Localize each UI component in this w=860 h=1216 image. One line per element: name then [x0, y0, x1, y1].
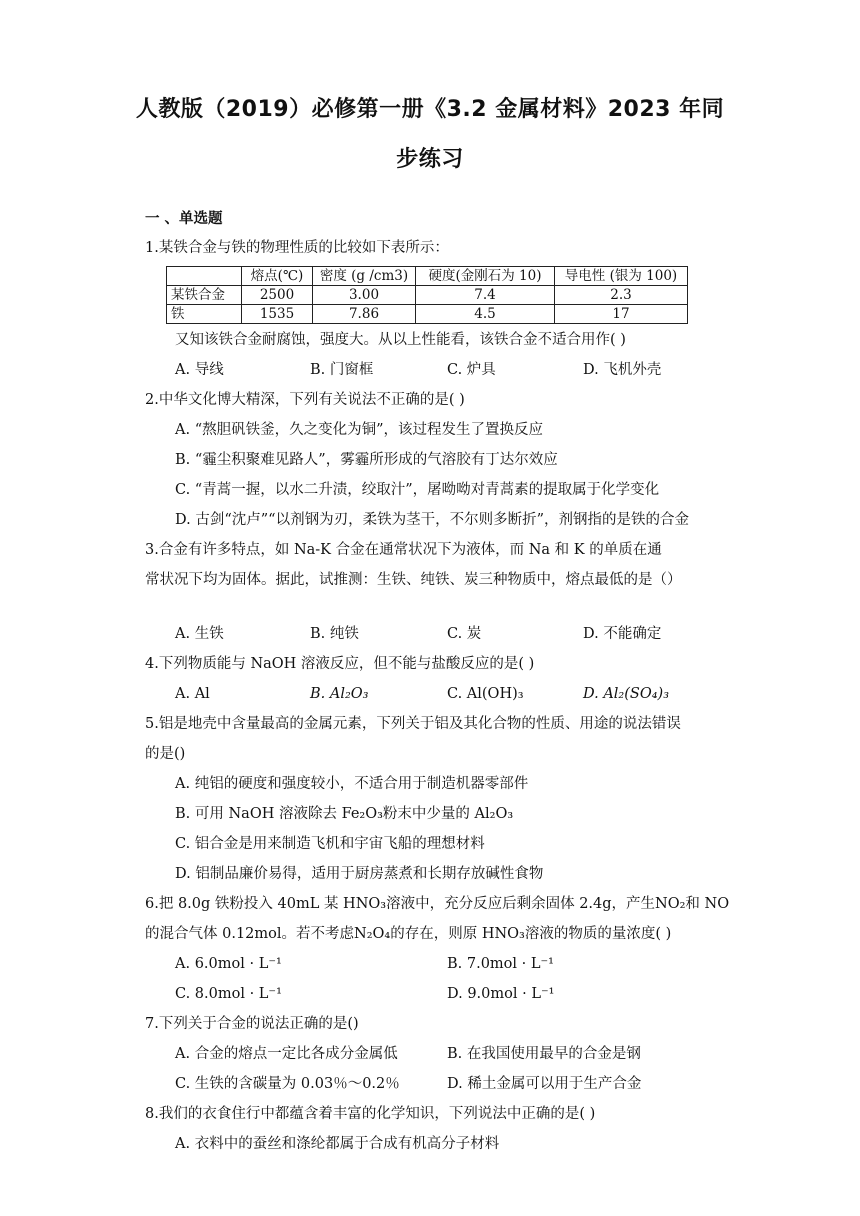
q1-option-a: A. 导线 — [175, 362, 224, 378]
q6-option-a: A. 6.0mol · L⁻¹ — [175, 956, 282, 972]
q3-option-b: B. 纯铁 — [310, 626, 359, 642]
q6-stem-line2: 的混合气体 0.12mol。若不考虑N₂O₄的存在，则原 HNO₃溶液的物质的量浓度( ) — [145, 926, 672, 942]
q2-stem: 2.中华文化博大精深，下列有关说法不正确的是( ) — [145, 392, 465, 408]
q7-option-d: D. 稀土金属可以用于生产合金 — [447, 1076, 642, 1092]
table-cell: 导电性 (银为 100) — [555, 267, 688, 286]
q3-option-c: C. 炭 — [447, 626, 482, 642]
q6-option-d: D. 9.0mol · L⁻¹ — [447, 986, 555, 1002]
q3-stem-line2: 常状况下均为固体。据此，试推测：生铁、纯铁、炭三种物质中，熔点最低的是（） — [145, 572, 682, 588]
doc-title-line2: 步练习 — [396, 147, 464, 172]
q2-option-a: A. “熬胆矾铁釜，久之变化为铜”，该过程发生了置换反应 — [175, 422, 544, 438]
q4-option-d: D. Al₂(SO₄)₃ — [583, 686, 670, 702]
q2-option-c: C. “青蒿一握，以水二升渍，绞取汁”，屠呦呦对青蒿素的提取属于化学变化 — [175, 482, 660, 498]
table-row — [167, 286, 688, 305]
q5-option-b: B. 可用 NaOH 溶液除去 Fe₂O₃粉末中少量的 Al₂O₃ — [175, 806, 514, 822]
q7-option-b: B. 在我国使用最早的合金是钢 — [447, 1046, 641, 1062]
table-cell: 2500 — [242, 286, 313, 305]
table-cell: 熔点(℃) — [242, 267, 313, 286]
doc-title-line1: 人教版（2019）必修第一册《3.2 金属材料》2023 年同 — [135, 97, 725, 122]
q1-stem: 1.某铁合金与铁的物理性质的比较如下表所示： — [145, 240, 449, 256]
q3-option-a: A. 生铁 — [175, 626, 224, 642]
q8-option-a: A. 衣料中的蚕丝和涤纶都属于合成有机高分子材料 — [175, 1136, 500, 1152]
table-cell: 4.5 — [416, 305, 555, 324]
q1-option-b: B. 门窗框 — [310, 362, 374, 378]
q5-stem-line2: 的是() — [145, 746, 186, 762]
q2-option-b: B. “霾尘积聚难见路人”，雾霾所形成的气溶胶有丁达尔效应 — [175, 452, 558, 468]
table-cell: 1535 — [242, 305, 313, 324]
q7-option-c: C. 生铁的含碳量为 0.03％～0.2％ — [175, 1076, 400, 1092]
q4-option-c: C. Al(OH)₃ — [447, 686, 524, 702]
table-cell: 硬度(金刚石为 10) — [416, 267, 555, 286]
q8-stem: 8.我们的衣食住行中都蕴含着丰富的化学知识，下列说法中正确的是( ) — [145, 1106, 596, 1122]
q1-property-table — [166, 266, 688, 324]
q2-option-d: D. 古剑“沈卢”“以剂钢为刃，柔铁为茎干，不尔则多断折”，剂钢指的是铁的合金 — [175, 512, 689, 528]
q6-stem-line1: 6.把 8.0g 铁粉投入 40mL 某 HNO₃溶液中，充分反应后剩余固体 2.4g，产生NO₂和 NO — [145, 896, 730, 912]
q7-option-a: A. 合金的熔点一定比各成分金属低 — [175, 1046, 398, 1062]
q6-option-b: B. 7.0mol · L⁻¹ — [447, 956, 554, 972]
q5-option-d: D. 铝制品廉价易得，适用于厨房蒸煮和长期存放碱性食物 — [175, 866, 544, 882]
table-cell: 铁 — [167, 305, 242, 324]
q4-stem: 4.下列物质能与 NaOH 溶液反应，但不能与盐酸反应的是( ) — [145, 656, 535, 672]
q1-option-d: D. 飞机外壳 — [583, 362, 662, 378]
q5-option-c: C. 铝合金是用来制造飞机和宇宙飞船的理想材料 — [175, 836, 485, 852]
table-cell: 3.00 — [313, 286, 416, 305]
q4-option-b: B. Al₂O₃ — [310, 686, 369, 702]
q5-stem-line1: 5.铝是地壳中含量最高的金属元素，下列关于铝及其化合物的性质、用途的说法错误 — [145, 716, 681, 732]
q1-after-text: 又知该铁合金耐腐蚀，强度大。从以上性能看，该铁合金不适合用作( ) — [175, 332, 626, 348]
q6-option-c: C. 8.0mol · L⁻¹ — [175, 986, 282, 1002]
table-row — [167, 305, 688, 324]
q3-option-d: D. 不能确定 — [583, 626, 662, 642]
table-cell — [167, 267, 242, 286]
table-cell: 7.86 — [313, 305, 416, 324]
q4-option-a: A. Al — [175, 686, 210, 702]
table-cell: 17 — [555, 305, 688, 324]
q1-option-c: C. 炉具 — [447, 362, 496, 378]
table-cell: 7.4 — [416, 286, 555, 305]
table-cell: 某铁合金 — [167, 286, 242, 305]
table-cell: 密度 (g /cm3) — [313, 267, 416, 286]
table-header-row — [167, 267, 688, 286]
q7-stem: 7.下列关于合金的说法正确的是() — [145, 1016, 359, 1032]
q5-option-a: A. 纯铝的硬度和强度较小，不适合用于制造机器零部件 — [175, 776, 529, 792]
table-cell: 2.3 — [555, 286, 688, 305]
q3-stem-line1: 3.合金有许多特点，如 Na-K 合金在通常状况下为液体，而 Na 和 K 的单质在通 — [145, 542, 662, 558]
section-heading: 一 、单选题 — [145, 211, 223, 227]
